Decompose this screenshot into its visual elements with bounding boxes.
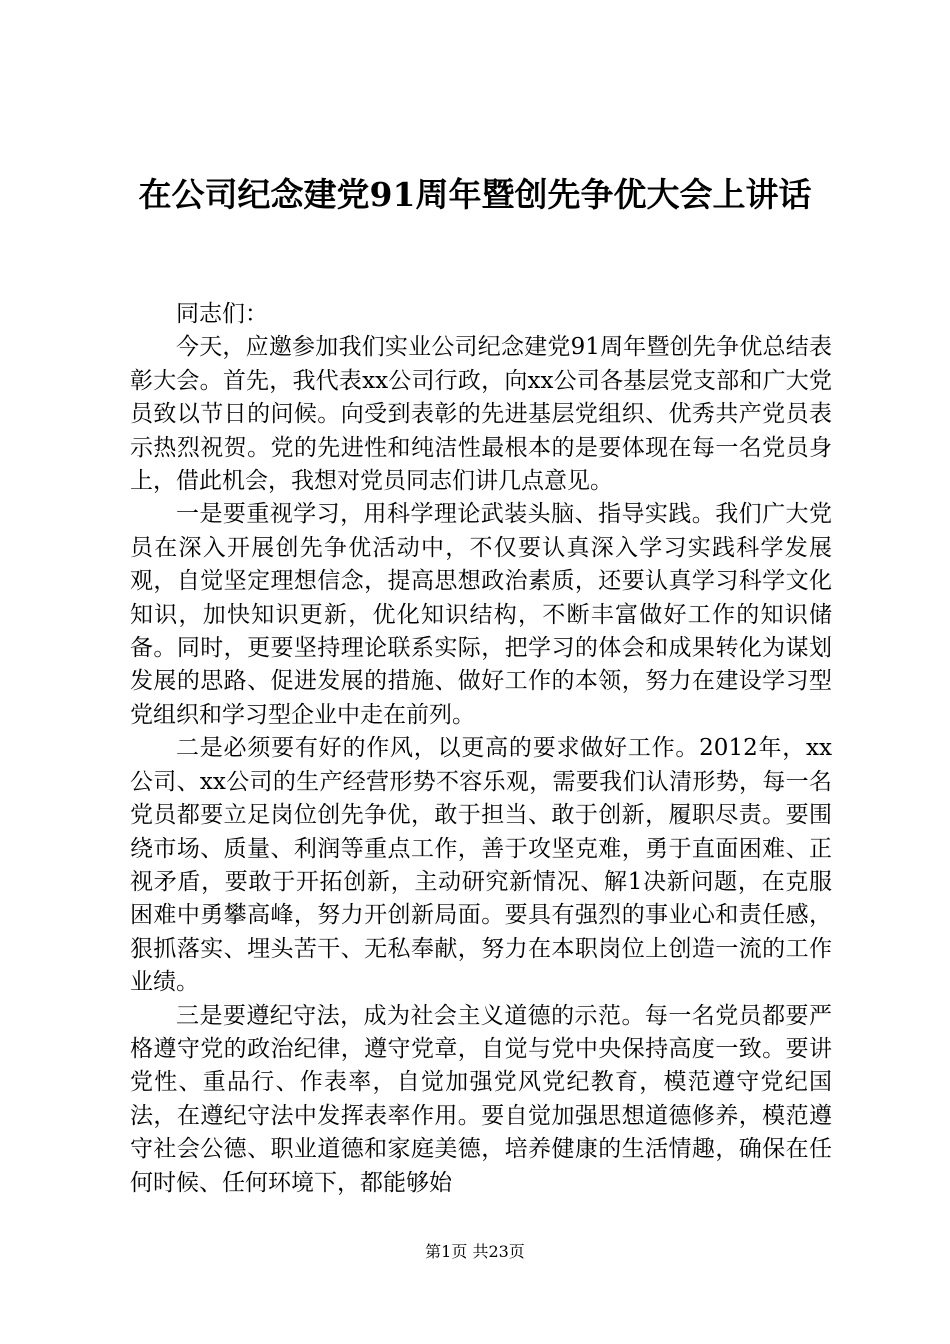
paragraph-1: 今天，应邀参加我们实业公司纪念建党91周年暨创先争优总结表彰大会。首先，我代表xx公司行政，向xx公司各基层党支部和广大党员致以节日的问候。向受到表彰的先进基层党组织、优秀共产党员表示热烈祝贺。党的先进性和纯洁性最根本的是要体现在每一名党员身上，借此机会，我想对党员同志们讲几点意见。	[130, 334, 832, 495]
document-body	[130, 298, 832, 1200]
page-footer: 第1页 共23页	[425, 1242, 525, 1261]
document-title: 在公司纪念建党91周年暨创先争优大会上讲话	[138, 175, 812, 214]
paragraph-4: 三是要遵纪守法，成为社会主义道德的示范。每一名党员都要严格遵守党的政治纪律，遵守党章，自觉与党中央保持高度一致。要讲党性、重品行、作表率，自觉加强党风党纪教育，模范遵守党纪国法，在遵纪守法中发挥表率作用。要自觉加强思想道德修养，模范遵守社会公德、职业道德和家庭美德，培养健康的生活情趣，确保在任何时候、任何环境下，都能够始	[130, 1002, 832, 1196]
greeting: 同志们：	[176, 301, 268, 327]
paragraph-2: 一是要重视学习，用科学理论武装头脑、指导实践。我们广大党员在深入开展创先争优活动中，不仅要认真深入学习实践科学发展观，自觉坚定理想信念，提高思想政治素质，还要认真学习科学文化知识，加快知识更新，优化知识结构，不断丰富做好工作的知识储备。同时，更要坚持理论联系实际，把学习的体会和成果转化为谋划发展的思路、促进发展的措施、做好工作的本领，努力在建设学习型党组织和学习型企业中走在前列。	[130, 501, 832, 728]
paragraph-3: 二是必须要有好的作风，以更高的要求做好工作。2012年，xx公司、xx公司的生产经营形势不容乐观，需要我们认清形势，每一名党员都要立足岗位创先争优，敢于担当、敢于创新，履职尽责。要围绕市场、质量、利润等重点工作，善于攻坚克难，勇于直面困难、正视矛盾，要敢于开拓创新，主动研究新情况、解1决新问题，在克服困难中勇攀高峰，努力开创新局面。要具有强烈的事业心和责任感，狠抓落实、埋头苦干、无私奉献，努力在本职岗位上创造一流的工作业绩。	[130, 735, 832, 996]
